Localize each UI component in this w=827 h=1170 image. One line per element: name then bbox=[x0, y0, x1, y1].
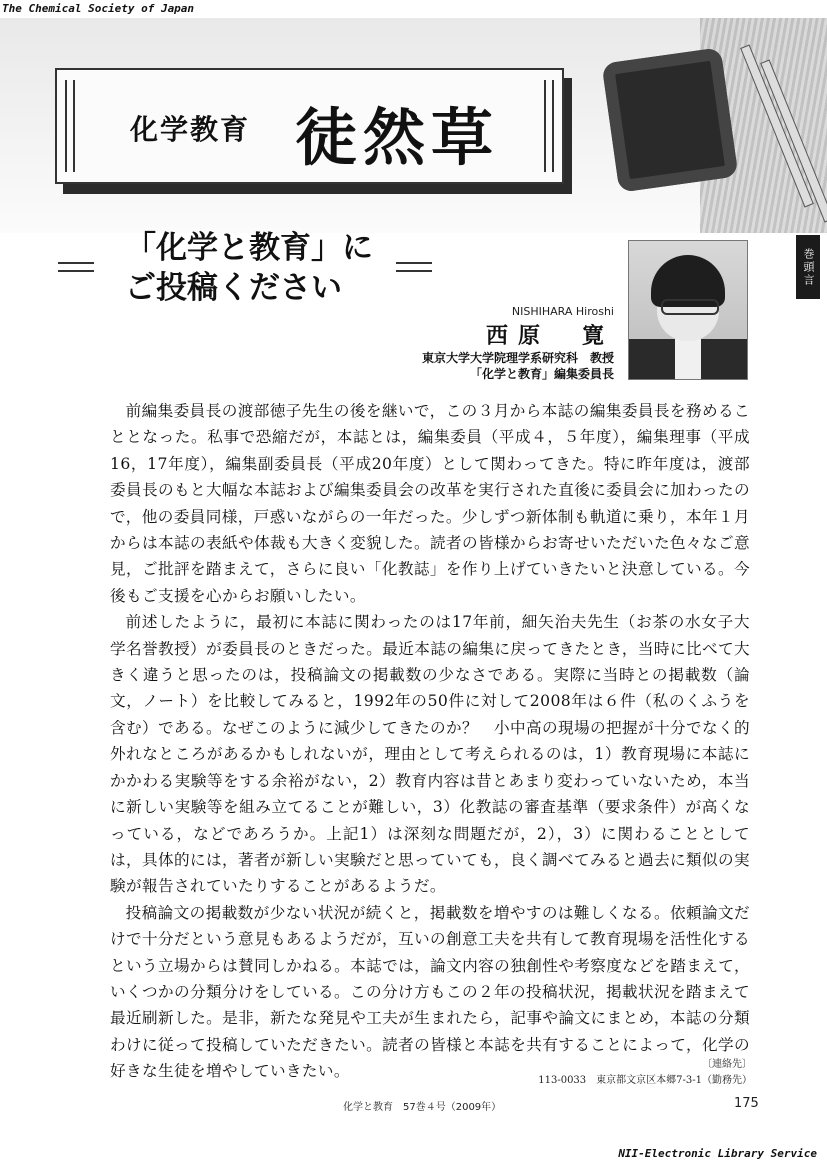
author-name-roman: NISHIHARA Hiroshi bbox=[511, 305, 614, 318]
article-title-line2: ご投稿ください bbox=[125, 270, 342, 306]
author-name: 西原 寛 bbox=[485, 323, 614, 349]
inkstone-illustration bbox=[602, 47, 739, 192]
body-paragraph: 投稿論文の掲載数が少ない状況が続くと，掲載数を増やすのは難しくなる。依頼論文だけで十分だという意見もあるようだが，互いの創意工夫を共有して教育現場を活性化するという立場からは賛同しかねる。本誌では，論文内容の独創性や考察度などを踏まえて，いくつかの分類分けをしている。この分け方もこの２年の投稿状況，掲載状況を踏まえて最近刷新した。是非，新たな発見や工夫が生まれたら，記事や論文にまとめ，本誌の分類わけに従って投稿していただきたい。読者の皆様と本誌を共有することによって，化学の好きな生徒を増やしていきたい。 bbox=[110, 903, 750, 1081]
library-credit: NII-Electronic Library Service bbox=[618, 1147, 817, 1160]
title-ornament-right bbox=[396, 262, 432, 272]
body-paragraph: 前述したように，最初に本誌に関わったのは17年前，細矢治夫先生（お茶の水女子大学名誉教授）が委員長のときだった。最近本誌の編集に戻ってきたとき，当時に比べて大きく違うと思ったのは，投稿論文の掲載数の少なさである。実際に当時との掲載数（論文，ノート）を比較してみると，1992年の50件に対して2008年は６件（私のくふうを含む）である。なぜこのように減少してきたのか？ 小中高の現場の把握が十分でなく的外れなところがあるかもしれないが，理由として考えられるのは，1）教育現場に本誌にかかわる実験等をする余裕がない，2）教育内容は昔とあまり変わっていないため，本当に新しい実験等を組み立てることが難しい，3）化教誌の審査基準（要求条件）が高くなっている，などであろうか。上記1）は深刻な問題だが，2），3）に関わることとしては，具体的には，著者が新しい実験だと思っていても，良く調べてみると過去に類似の実験が報告されていたりすることがあるようだ。 bbox=[110, 613, 750, 896]
contact-label: 〔連絡先〕 bbox=[702, 1059, 752, 1070]
title-ornament-left bbox=[58, 262, 94, 272]
series-name-large: 徒然草 bbox=[295, 101, 500, 174]
article-title bbox=[125, 228, 373, 308]
article-title-line1: 「化学と教育」に bbox=[125, 230, 373, 266]
journal-citation: 化学と教育 57巻４号（2009年） bbox=[343, 1102, 502, 1113]
author-affiliation: 東京大学大学院理学系研究科 教授 bbox=[421, 351, 614, 365]
page-number: 175 bbox=[734, 1096, 759, 1111]
body-paragraph: 前編集委員長の渡部徳子先生の後を継いで，この３月から本誌の編集委員長を務めることとなった。私事で恐縮だが，本誌とは，編集委員（平成４，５年度），編集理事（平成16，17年度），編集副委員長（平成20年度）として関わってきた。特に昨年度は，渡部委員長のもと大幅な本誌および編集委員会の改革を実行された直後に委員会に加わったので，他の委員同様，戸惑いながらの一年だった。少しずつ新体制も軌道に乗り，本年１月からは本誌の表紙や体裁も大きく変貌した。読者の皆様からお寄せいただいた色々なご意見，ご批評を踏まえて，さらに良い「化教誌」を作り上げていきたいと決意している。今後もご支援を心からお願いしたい。 bbox=[110, 402, 750, 605]
author-role: 「化学と教育」編集委員長 bbox=[469, 367, 614, 381]
section-tab: 巻頭言 bbox=[796, 235, 820, 299]
contact-address: 113-0033 東京都文京区本郷7-3-1（勤務先） bbox=[538, 1075, 752, 1086]
series-name-small: 化学教育 bbox=[130, 113, 251, 146]
society-credit: The Chemical Society of Japan bbox=[2, 2, 195, 15]
article-body bbox=[110, 398, 750, 1085]
author-photo bbox=[628, 240, 748, 380]
